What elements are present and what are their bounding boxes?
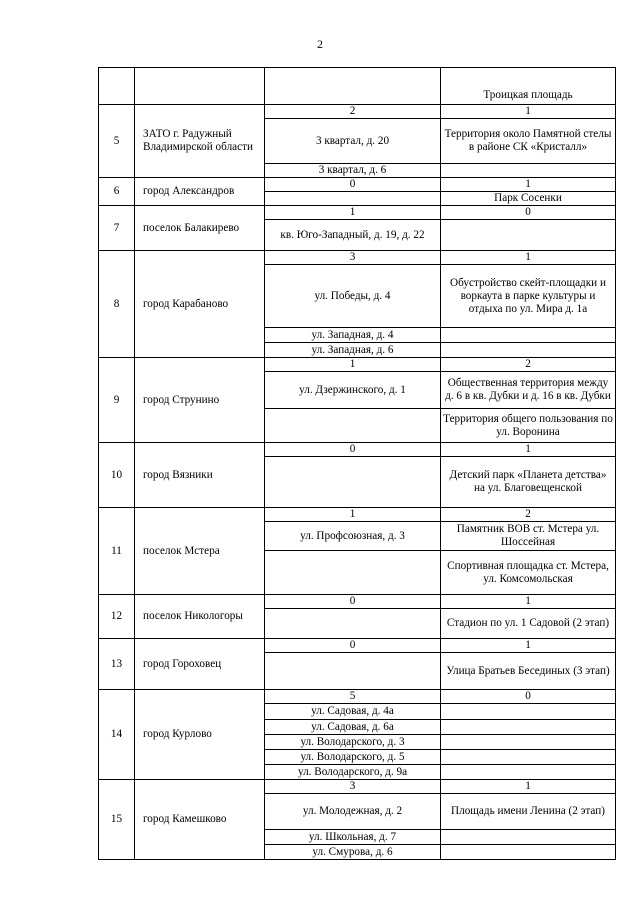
settlement-name: город Гороховец: [135, 639, 265, 690]
page-number: 2: [317, 37, 323, 51]
settlement-name: ЗАТО г. Радужный Владимирской области: [135, 105, 265, 178]
address-cell: ул. Западная, д. 4: [265, 328, 441, 343]
address-count: 0: [265, 178, 441, 192]
territory-count: 0: [441, 690, 616, 704]
territory-count: 0: [441, 206, 616, 220]
row-number: 9: [99, 358, 135, 443]
address-count: 1: [265, 508, 441, 522]
territory-cell: Спортивная площадка ст. Мстера, ул. Комсомольская: [441, 551, 616, 595]
territory-cell-empty: [441, 164, 616, 178]
territory-count: 1: [441, 178, 616, 192]
address-count: 1: [265, 206, 441, 220]
territory-cell: Территория около Памятной стелы в районе СК «Кристалл»: [441, 119, 616, 164]
territory-count: 1: [441, 595, 616, 609]
address-count: 1: [265, 358, 441, 372]
territory-count: 1: [441, 639, 616, 653]
row-number: 13: [99, 639, 135, 690]
territory-cell-empty: [441, 765, 616, 780]
row-number: 8: [99, 251, 135, 358]
territory-cell: Детский парк «Планета детства» на ул. Благовещенской: [441, 457, 616, 508]
territory-cell: Стадион по ул. 1 Садовой (2 этап): [441, 609, 616, 639]
address-cell: ул. Западная, д. 6: [265, 343, 441, 358]
territory-count: 2: [441, 508, 616, 522]
address-count: 0: [265, 443, 441, 457]
territory-cell-empty: [441, 750, 616, 765]
table-row: [99, 358, 616, 372]
address-cell: 3 квартал, д. 6: [265, 164, 441, 178]
address-cell: ул. Володарского, д. 3: [265, 735, 441, 750]
table-row: [99, 780, 616, 794]
territory-cell: Парк Сосенки: [441, 192, 616, 206]
row-number: 12: [99, 595, 135, 639]
settlement-name: город Александров: [135, 178, 265, 206]
address-cell: ул. Школьная, д. 7: [265, 830, 441, 845]
territory-count: 1: [441, 105, 616, 119]
settlement-name: поселок Мстера: [135, 508, 265, 595]
address-cell-empty: [265, 551, 441, 595]
address-cell-empty: [265, 653, 441, 690]
settlement-name: город Курлово: [135, 690, 265, 780]
territory-count: 1: [441, 251, 616, 265]
address-cell: кв. Юго-Западный, д. 19, д. 22: [265, 220, 441, 251]
territory-cell: Обустройство скейт-площадки и воркаута в парке культуры и отдыха по ул. Мира д. 1а: [441, 265, 616, 328]
header-cell: [99, 68, 135, 105]
address-count: 2: [265, 105, 441, 119]
address-count: 5: [265, 690, 441, 704]
settlement-name: город Струнино: [135, 358, 265, 443]
territory-count: 2: [441, 358, 616, 372]
settlement-name: город Вязники: [135, 443, 265, 508]
table-row: [99, 690, 616, 704]
territory-cell: Памятник ВОВ ст. Мстера ул. Шоссейная: [441, 522, 616, 551]
territory-cell: Улица Братьев Бесединых (3 этап): [441, 653, 616, 690]
address-cell: ул. Профсоюзная, д. 3: [265, 522, 441, 551]
territory-cell-empty: [441, 343, 616, 358]
header-cell: [135, 68, 265, 105]
address-count: 3: [265, 251, 441, 265]
address-cell: ул. Дзержинского, д. 1: [265, 372, 441, 409]
address-cell-empty: [265, 409, 441, 443]
row-number: 5: [99, 105, 135, 178]
territory-cell: Общественная территория между д. 6 в кв. Дубки и д. 16 в кв. Дубки: [441, 372, 616, 409]
territory-count: 1: [441, 443, 616, 457]
table-row: [99, 206, 616, 220]
table-row: [99, 639, 616, 653]
territory-count: 1: [441, 780, 616, 794]
address-cell-empty: [265, 192, 441, 206]
territory-cell-empty: [441, 328, 616, 343]
address-cell: ул. Володарского, д. 5: [265, 750, 441, 765]
table-row: [99, 508, 616, 522]
row-number: 14: [99, 690, 135, 780]
row-number: 7: [99, 206, 135, 251]
address-count: 3: [265, 780, 441, 794]
territory-cell: Территория общего пользования по ул. Воронина: [441, 409, 616, 443]
table-row: [99, 595, 616, 609]
table-row: [99, 105, 616, 119]
table-row: [99, 443, 616, 457]
settlements-table: [98, 67, 616, 860]
address-count: 0: [265, 595, 441, 609]
address-cell: 3 квартал, д. 20: [265, 119, 441, 164]
address-cell: ул. Победы, д. 4: [265, 265, 441, 328]
row-number: 11: [99, 508, 135, 595]
territory-cell-empty: [441, 720, 616, 735]
row-number: 15: [99, 780, 135, 860]
settlement-name: поселок Балакирево: [135, 206, 265, 251]
settlement-name: город Камешково: [135, 780, 265, 860]
territory-cell-empty: [441, 845, 616, 860]
address-cell: ул. Садовая, д. 6а: [265, 720, 441, 735]
header-cell: Троицкая площадь: [441, 68, 616, 105]
address-cell: ул. Садовая, д. 4а: [265, 704, 441, 720]
row-number: 10: [99, 443, 135, 508]
address-cell-empty: [265, 609, 441, 639]
address-cell: ул. Смурова, д. 6: [265, 845, 441, 860]
table-header-row: [99, 68, 616, 105]
table-row: [99, 178, 616, 192]
address-count: 0: [265, 639, 441, 653]
territory-cell-empty: [441, 220, 616, 251]
header-cell: [265, 68, 441, 105]
table-row: [99, 251, 616, 265]
territory-cell: Площадь имени Ленина (2 этап): [441, 794, 616, 830]
settlement-name: поселок Никологоры: [135, 595, 265, 639]
territory-cell-empty: [441, 830, 616, 845]
settlement-name: город Карабаново: [135, 251, 265, 358]
address-cell: ул. Молодежная, д. 2: [265, 794, 441, 830]
row-number: 6: [99, 178, 135, 206]
territory-cell-empty: [441, 704, 616, 720]
address-cell-empty: [265, 457, 441, 508]
territory-cell-empty: [441, 735, 616, 750]
address-cell: ул. Володарского, д. 9а: [265, 765, 441, 780]
